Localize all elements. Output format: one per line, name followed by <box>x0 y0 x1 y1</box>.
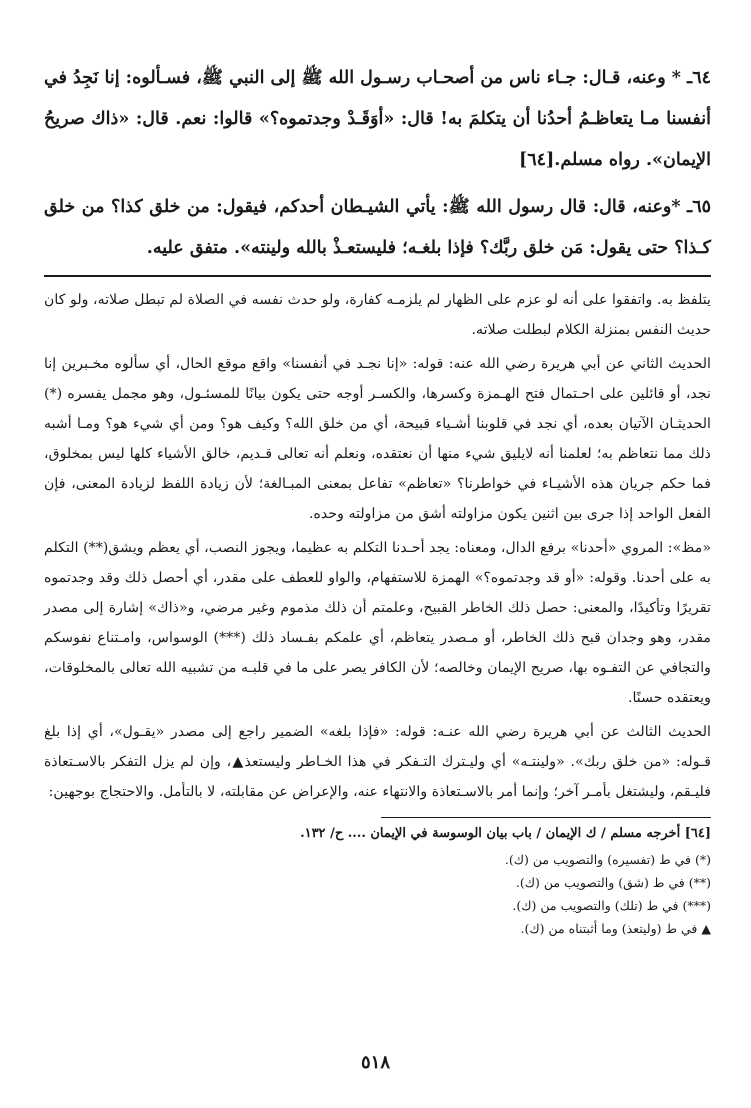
commentary-paragraph-1: يتلفظ به. واتفقوا على أنه لو عزم على الظهار لم يلزمـه كفارة، ولو حدث نفسه في الصلاة لم تبطل صلاته، ولو كان حديث النفس بمنزلة الكلام لبطلت صلاته. <box>44 292 711 338</box>
hadith-64: ٦٤ـ * وعنه، قـال: جـاء ناس من أصحـاب رسـول الله ﷺ إلى النبي ﷺ، فسـألوه: إنا نَجِدُ في أنفسنا مـا يتعاظـمُ أحدُنا أن يتكلمَ به! قال: «أوَقَـدْ وجدتموه؟» قالوا: نعم. قال: «ذاك صريحُ الإيمان». رواه مسلم.[٦٤] <box>44 68 711 170</box>
page-body <box>44 58 711 1108</box>
footnote-item: (***) في ط (تلك) والتصويب من (ك). <box>512 898 711 913</box>
footnotes <box>300 817 711 940</box>
footnote-item: ▲ في ط (وليتعذ) وما أثبتناه من (ك). <box>520 921 711 936</box>
footnote-source: [٦٤] أخرجه مسلم / ك الإيمان / باب بيان الوسوسة في الإيمان .... ح/ ١٣٢. <box>300 826 711 841</box>
commentary-paragraph-4: الحديث الثالث عن أبي هريرة رضي الله عنـه: قوله: «فإذا بلغه» الضمير راجع إلى مصدر «يقـول»، أي إذا بلغ قـوله: «من خلق ربك». «ولينتـه» أي وليـترك التـفكر في هذا الخـاطر وليستعذ▲، وإن لم يزل التفكر بالاسـتعاذة فليـقم، وليشتغل بأمـر آخر؛ وإنما أمر بالاسـتعاذة والانتهاء عنه، والإعراض عن مقابلته، لا بالتأمل. والاحتجاج بوجهين: <box>44 724 711 800</box>
hadith-65: ٦٥ـ *وعنه، قال: قال رسول الله ﷺ: يأتي الشيـطان أحدكم، فيقول: من خلق كذا؟ من خلق كـذا؟ حتى يقول: مَن خلق ربَّك؟ فإذا بلغـه؛ فليستعـذْ بالله ولينته». متفق عليه. <box>44 197 711 258</box>
main-divider <box>44 275 711 277</box>
page-number: ٥١٨ <box>360 1052 390 1073</box>
footnote-item: (*) في ط (تفسيره) والتصويب من (ك). <box>504 852 711 867</box>
footnote-item: (**) في ط (شق) والتصويب من (ك). <box>515 875 711 890</box>
commentary-paragraph-2: الحديث الثاني عن أبي هريرة رضي الله عنه: قوله: «إنا نجـد في أنفسنا» واقع موقع الحال، أي سألوه مخـبرين إنا نجد، أو قائلين على احـتمال فتح الهـمزة وكسرها، والكسـر أوجه حتى يكون بيانًا للمسئـول، وهو مجمل يفسره (*) الحديثـان الآتيان بعده، أي نجد في قلوبنا أشـياء قبيحة، أي من خلق الله؟ وكيف هو؟ ومن أي شيء هو؟ ومـا أشبه ذلك مما نتعاظم به؛ لعلمنا أنه لايليق شيء منها أن نعتقده، ونعلم أنه تعالى قـديم، خالق الأشياء كلها ليس بمخلوق، فما حكم جريان هذه الأشيـاء في خواطرنا؟ «تعاظم» تفاعل بمعنى المبـالغة؛ لأن زيادة اللفظ لزيادة المعنى، فإن الفعل الواحد إذا جرى بين اثنين يكون مزاولته أشق من مزاولته وحده. <box>44 356 711 522</box>
commentary-paragraph-3: «مظ»: المروي «أحدنا» برفع الدال، ومعناه: يجد أحـدنا التكلم به عظيما، ويجوز النصب، أي يعظم ويشق(**) التكلم به على أحدنا. وقوله: «أو قد وجدتموه؟» الهمزة للاستفهام، والواو للعطف على مقدر، أي أحصل ذلك وقد وجدتموه تقريرًا وتأكيدًا، والمعنى: حصل ذلك الخاطر القبيح، وعلمتم أن ذلك مذموم وغير مرضي، و«ذاك» إشارة إلى مصدر مقدر، وهو وجدان قبح ذلك الخاطر، أو مـصدر يتعاظم، أي علمكم بفـساد ذلك (***) الوسواس، وامـتناع نفوسكم والتجافي عن التفـوه بها، صريح الإيمان وخالصه؛ لأن الكافر يصر على ما في قلبـه من تشبيه الله تعالى بالمخلوقات، ويعتقده حسنًا. <box>44 540 711 706</box>
